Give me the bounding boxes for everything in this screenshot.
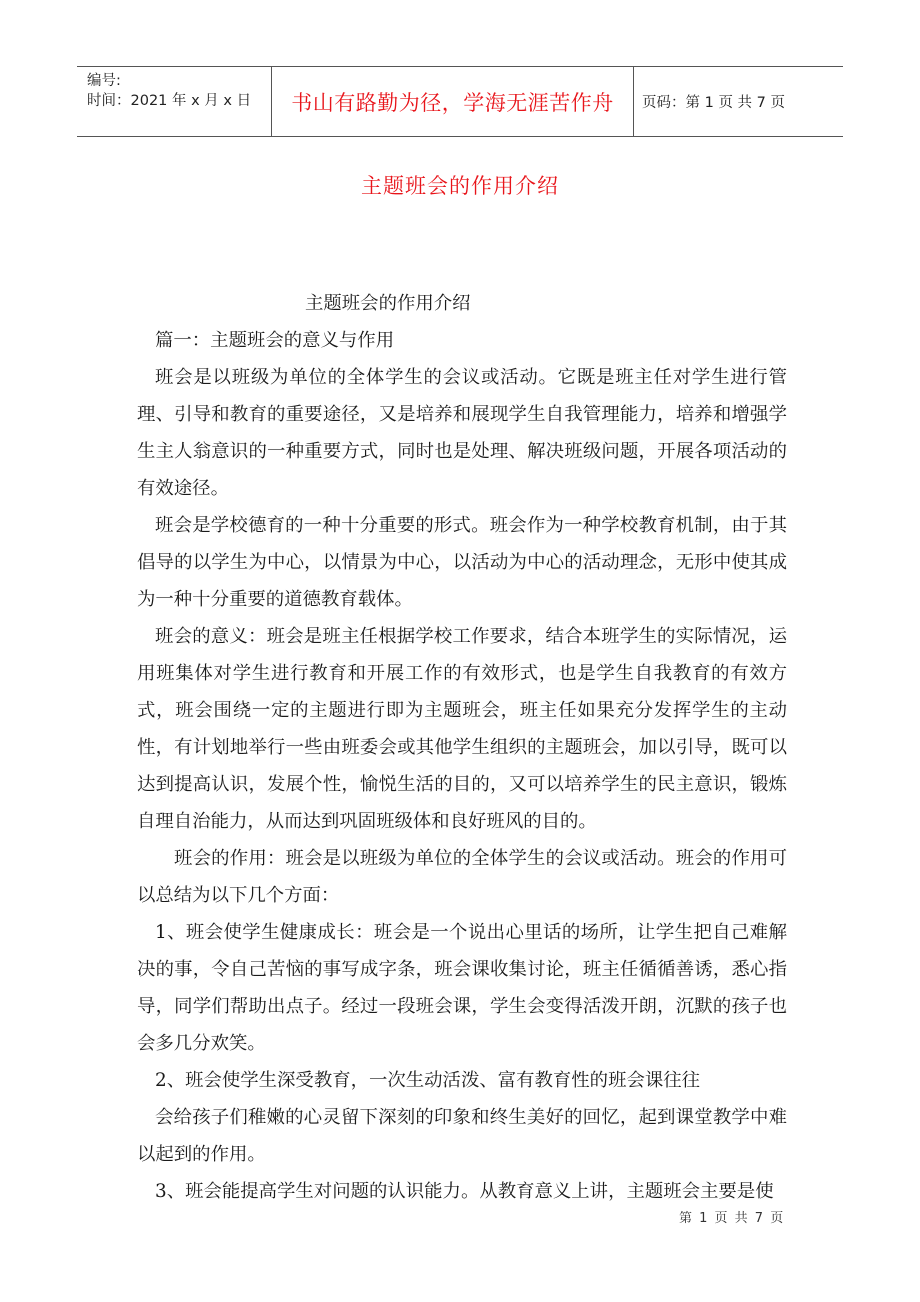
list-item: 1、班会使学生健康成长：班会是一个说出心里话的场所，让学生把自己难解决的事，令自己苦恼的事写成字条，班会课收集讨论，班主任循循善诱，悉心指导，同学们帮助出点子。经过一段班会课，学生会变得活泼开朗，沉默的孩子也会多几分欢笑。	[137, 922, 787, 1054]
paragraph: 班会的作用：班会是以班级为单位的全体学生的会议或活动。班会的作用可以总结为以下几个方面：	[137, 848, 787, 906]
footer-page-number: 第 1 页 共 7 页	[679, 1211, 784, 1226]
paragraph: 班会是以班级为单位的全体学生的会议或活动。它既是班主任对学生进行管理、引导和教育的重要途径，又是培养和展现学生自我管理能力，培养和增强学生主人翁意识的一种重要方式，同时也是处理、解决班级问题，开展各项活动的有效途径。	[137, 367, 787, 499]
header-table	[77, 66, 843, 137]
document-subtitle: 主题班会的作用介绍	[305, 293, 471, 314]
list-item: 2、班会使学生深受教育，一次生动活泼、富有教育性的班会课往往	[155, 1070, 701, 1091]
document-body	[137, 285, 787, 1210]
paragraph: 会给孩子们稚嫩的心灵留下深刻的印象和终生美好的回忆，起到课堂教学中难以起到的作用。	[137, 1107, 787, 1165]
serial-number-label: 编号:	[87, 73, 121, 89]
header-meta-cell	[77, 67, 272, 136]
section-heading: 篇一：主题班会的意义与作用	[155, 330, 395, 351]
paragraph: 班会的意义：班会是班主任根据学校工作要求，结合本班学生的实际情况，运用班集体对学生进行教育和开展工作的有效形式，也是学生自我教育的有效方式，班会围绕一定的主题进行即为主题班会，班主任如果充分发挥学生的主动性，有计划地举行一些由班委会或其他学生组织的主题班会，加以引导，既可以达到提高认识，发展个性，愉悦生活的目的，又可以培养学生的民主意识，锻炼自理自治能力，从而达到巩固班级体和良好班风的目的。	[137, 626, 787, 832]
header-motto-cell	[272, 67, 634, 136]
motto-text: 书山有路勤为径，学海无涯苦作舟	[291, 90, 614, 115]
paragraph: 班会是学校德育的一种十分重要的形式。班会作为一种学校教育机制，由于其倡导的以学生为中心，以情景为中心，以活动为中心的活动理念，无形中使其成为一种十分重要的道德教育载体。	[137, 515, 787, 610]
header-page-info: 页码：第 1 页 共 7 页	[642, 95, 785, 111]
document-title: 主题班会的作用介绍	[361, 174, 559, 198]
list-item: 3、班会能提高学生对问题的认识能力。从教育意义上讲，主题班会主要是使	[155, 1181, 774, 1202]
header-page-cell	[634, 67, 843, 136]
date-label: 时间：2021 年 x 月 x 日	[87, 93, 252, 109]
